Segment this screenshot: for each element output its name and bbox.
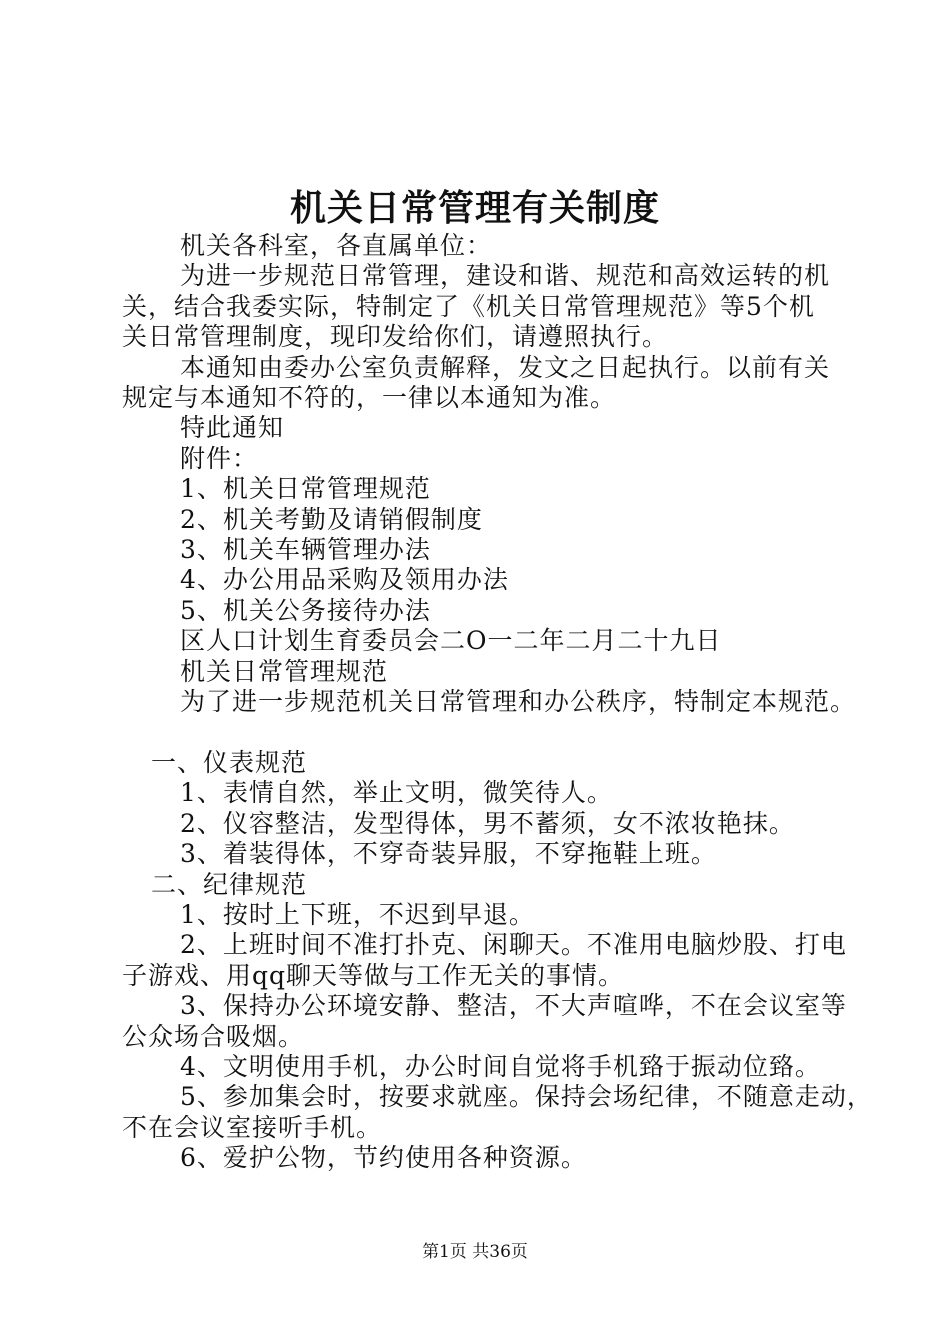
- rule-item: 6、爱护公物，节约使用各种资源。: [180, 1143, 587, 1173]
- rule-item-continued: 不在会议室接听手机。: [122, 1112, 383, 1142]
- rule-item: 3、着装得体，不穿奇装异服，不穿拖鞋上班。: [180, 839, 717, 869]
- issuer-date: 区人口计划生育委员会二O一二年二月二十九日: [180, 626, 722, 656]
- section-title: 机关日常管理规范: [180, 656, 389, 686]
- attachment-item: 2、机关考勤及请销假制度: [180, 504, 483, 534]
- rule-item: 2、上班时间不准打扑克、闲聊天。不准用电脑炒股、打电: [180, 930, 847, 960]
- document-title: 机关日常管理有关制度: [289, 187, 660, 229]
- section-heading: 二、纪律规范: [151, 869, 308, 899]
- rule-item: 2、仪容整洁，发型得体，男不蓄须，女不浓妆艳抹。: [180, 808, 795, 838]
- section-heading: 一、仪表规范: [151, 747, 308, 777]
- rule-item-continued: 公众场合吸烟。: [122, 1021, 305, 1051]
- attachment-item: 1、机关日常管理规范: [180, 474, 431, 504]
- attachment-item: 4、办公用品采购及领用办法: [180, 565, 509, 595]
- rule-item: 1、表情自然，举止文明，微笑待人。: [180, 778, 613, 808]
- attachments-heading: 附件：: [180, 443, 259, 473]
- rule-item: 1、按时上下班，不迟到早退。: [180, 899, 535, 929]
- paragraph-line: 为了进一步规范机关日常管理和办公秩序，特制定本规范。: [180, 687, 857, 717]
- page-number-footer: 第1页 共36页: [422, 1242, 528, 1262]
- rule-item: 4、文明使用手机，办公时间自觉将手机臵于振动位臵。: [180, 1051, 821, 1081]
- document-body: [122, 231, 873, 1174]
- rule-item: 3、保持办公环境安静、整洁，不大声喧哗，不在会议室等: [180, 991, 847, 1021]
- blank-line: [122, 718, 834, 748]
- notice-closing: 特此通知: [180, 413, 285, 443]
- attachment-item: 5、机关公务接待办法: [180, 595, 431, 625]
- paragraph-line: 规定与本通知不符的，一律以本通知为准。: [122, 383, 617, 413]
- attachment-item: 3、机关车辆管理办法: [180, 535, 431, 565]
- rule-item-continued: 子游戏、用qq聊天等做与工作无关的事情。: [122, 960, 625, 990]
- paragraph-line: 关日常管理制度，现印发给你们，请遵照执行。: [122, 322, 669, 352]
- paragraph-line: 为进一步规范日常管理，建设和谐、规范和高效运转的机: [180, 261, 831, 291]
- paragraph-line: 关，结合我委实际，特制定了《机关日常管理规范》等5个机: [122, 291, 815, 321]
- rule-item: 5、参加集会时，按要求就座。保持会场纪律，不随意走动，: [180, 1082, 873, 1112]
- paragraph-line: 本通知由委办公室负责解释，发文之日起执行。以前有关: [180, 352, 831, 382]
- salutation: 机关各科室，各直属单位：: [180, 231, 493, 260]
